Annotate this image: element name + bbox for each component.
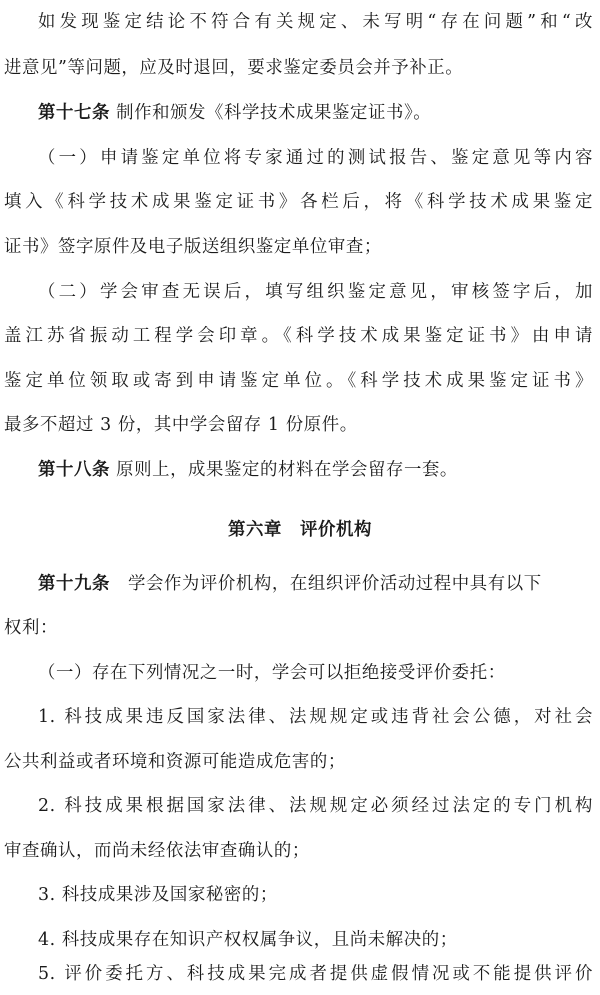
text-line: 权利：	[4, 618, 58, 638]
article-18-text: 原则上，成果鉴定的材料在学会留存一套。	[109, 460, 458, 480]
text-line: （一）申请鉴定单位将专家通过的测试报告、鉴定意见等内容	[38, 148, 593, 168]
text-line: 盖江苏省振动工程学会印章。《科学技术成果鉴定证书》由申请	[4, 326, 593, 346]
article-19-text: 学会作为评价机构，在组织评价活动过程中具有以下	[109, 574, 542, 594]
article-18	[38, 458, 458, 482]
text-line: 填入《科学技术成果鉴定证书》各栏后，将《科学技术成果鉴定	[4, 192, 593, 212]
text-line: 进意见”等问题，应及时退回，要求鉴定委员会并予补正。	[4, 58, 464, 78]
article-19	[38, 572, 542, 596]
article-17-text: 制作和颁发《科学技术成果鉴定证书》。	[109, 103, 432, 123]
text-line: 最多不超过 3 份，其中学会留存 1 份原件。	[4, 415, 358, 435]
chapter-heading: 第六章 评价机构	[228, 520, 372, 540]
text-line: 审查确认，而尚未经依法审查确认的；	[4, 841, 310, 861]
article-17-label: 第十七条	[38, 103, 110, 123]
article-19-label: 第十九条	[38, 574, 110, 594]
text-line: 公共利益或者环境和资源可能造成危害的；	[4, 752, 346, 772]
text-line: 5. 评价委托方、科技成果完成者提供虚假情况或不能提供评价	[38, 964, 593, 984]
text-line: （二）学会审查无误后，填写组织鉴定意见，审核签字后，加	[38, 282, 593, 302]
text-line: 1. 科技成果违反国家法律、法规规定或违背社会公德，对社会	[38, 707, 593, 727]
text-line: 3. 科技成果涉及国家秘密的；	[38, 885, 278, 905]
text-line: 鉴定单位领取或寄到申请鉴定单位。《科学技术成果鉴定证书》	[4, 371, 593, 391]
text-line: 2. 科技成果根据国家法律、法规规定必须经过法定的专门机构	[38, 796, 593, 816]
text-line: 如发现鉴定结论不符合有关规定、未写明“存在问题”和“改	[38, 12, 593, 32]
text-line: 4. 科技成果存在知识产权权属争议，且尚未解决的；	[38, 930, 458, 950]
text-line: 证书》签字原件及电子版送组织鉴定单位审查；	[4, 237, 382, 257]
text-line: （一）存在下列情况之一时，学会可以拒绝接受评价委托：	[38, 663, 506, 683]
article-17	[38, 101, 431, 125]
article-18-label: 第十八条	[38, 460, 110, 480]
